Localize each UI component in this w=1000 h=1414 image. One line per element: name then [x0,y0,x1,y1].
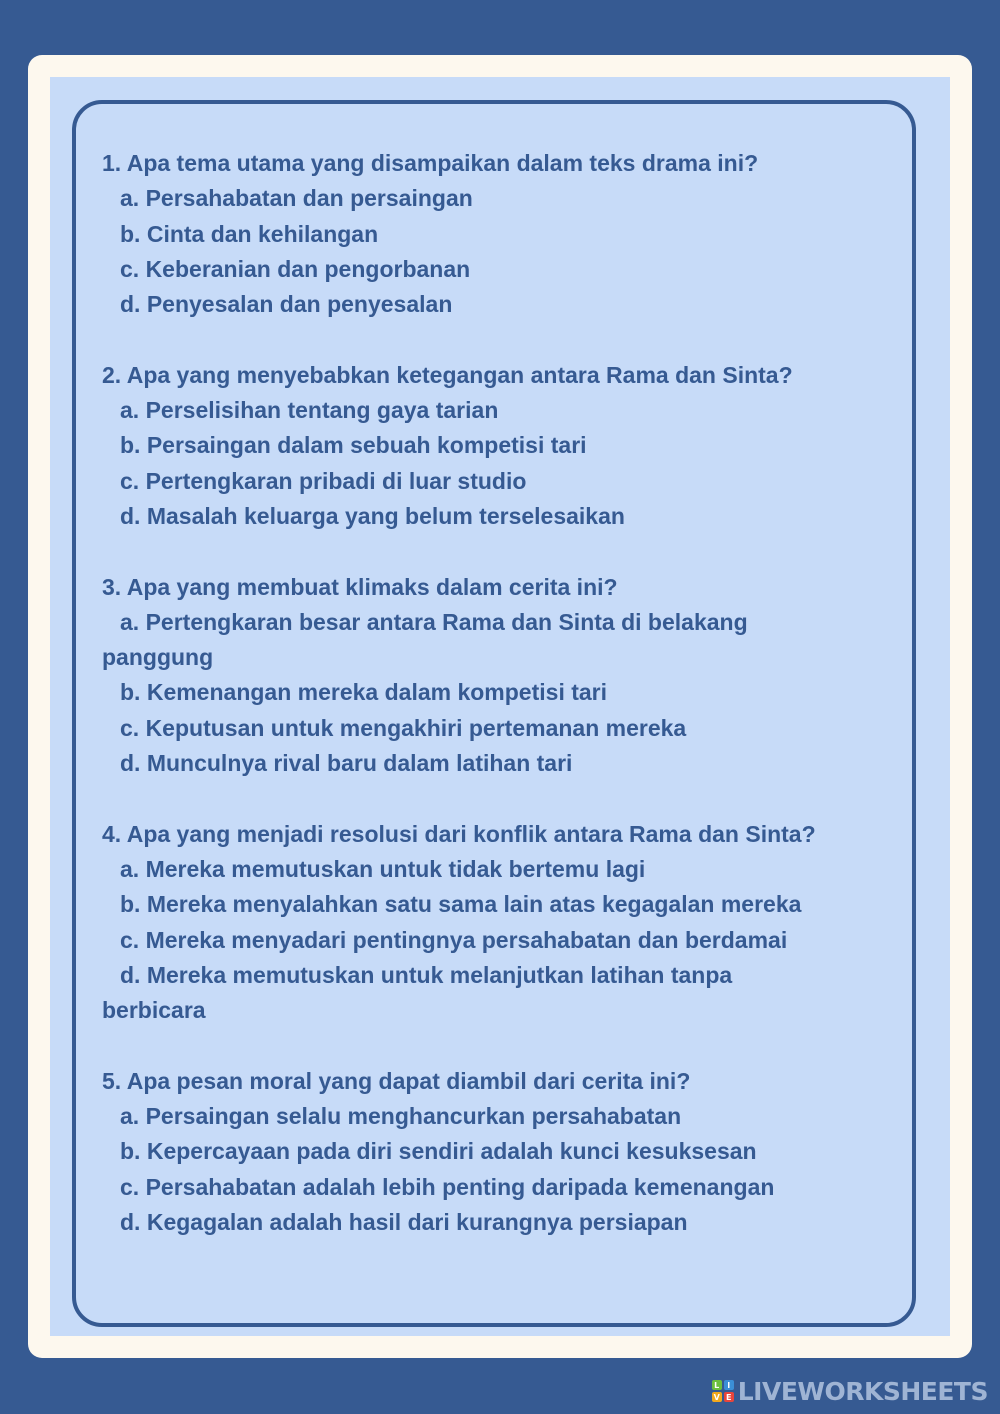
question-text: 5. Apa pesan moral yang dapat diambil dari cerita ini? [102,1067,691,1094]
question-box [72,100,916,1327]
option-text: b. Persaingan dalam sebuah kompetisi tari [120,432,587,459]
option-text: b. Cinta dan kehilangan [120,220,379,247]
watermark-text: LIVEWORKSHEETS [737,1376,988,1406]
option-text: a. Persahabatan dan persaingan [120,185,473,212]
option-text: panggung [102,644,214,671]
logo-letter: I [724,1380,734,1390]
question-5 [102,1064,902,1240]
answer-option [102,252,902,287]
option-text: d. Mereka memutuskan untuk melanjutkan latihan tanpa [120,961,733,988]
answer-option [102,393,902,428]
question-2 [102,358,902,534]
watermark [712,1378,988,1404]
question-text: 3. Apa yang membuat klimaks dalam cerita ini? [102,573,618,600]
answer-option [102,675,902,710]
answer-option [102,464,902,499]
answer-option [102,711,902,746]
option-text: d. Munculnya rival baru dalam latihan tari [120,750,573,777]
answer-option [102,428,902,463]
question-text: 1. Apa tema utama yang disampaikan dalam teks drama ini? [102,150,759,176]
answer-option [102,1099,902,1134]
logo-letter: E [724,1392,734,1402]
answer-option [102,1170,902,1205]
question-3 [102,570,902,782]
option-text: d. Kegagalan adalah hasil dari kurangnya persiapan [120,1208,688,1235]
option-text: b. Mereka menyalahkan satu sama lain atas kegagalan mereka [120,891,802,918]
answer-option-continuation [102,640,902,675]
answer-option [102,852,902,887]
option-text: c. Persahabatan adalah lebih penting daripada kemenangan [120,1173,775,1200]
option-text: b. Kemenangan mereka dalam kompetisi tari [120,679,608,706]
question-list [102,146,902,1276]
answer-option [102,887,902,922]
logo-letter: V [713,1392,720,1402]
answer-option [102,287,902,322]
option-text: c. Pertengkaran pribadi di luar studio [120,467,527,494]
option-text: d. Penyesalan dan penyesalan [120,291,453,318]
answer-option [102,923,902,958]
option-text: c. Keputusan untuk mengakhiri pertemanan mereka [120,714,687,741]
option-text: c. Mereka menyadari pentingnya persahabatan dan berdamai [120,926,788,953]
answer-option [102,181,902,216]
option-text: a. Pertengkaran besar antara Rama dan Sinta di belakang [120,608,748,635]
question-4 [102,817,902,1029]
option-text: a. Persaingan selalu menghancurkan persahabatan [120,1103,682,1130]
question-1 [102,146,902,322]
option-text: c. Keberanian dan pengorbanan [120,255,471,282]
page-frame [28,55,972,1358]
answer-option [102,1134,902,1169]
liveworksheets-logo-icon [712,1380,734,1402]
option-text: b. Kepercayaan pada diri sendiri adalah kunci kesuksesan [120,1138,757,1165]
question-text: 2. Apa yang menyebabkan ketegangan antara Rama dan Sinta? [102,361,793,388]
answer-option [102,958,902,993]
option-text: berbicara [102,997,206,1024]
answer-option [102,605,902,640]
answer-option-continuation [102,993,902,1028]
question-text: 4. Apa yang menjadi resolusi dari konflik antara Rama dan Sinta? [102,820,816,847]
option-text: a. Perselisihan tentang gaya tarian [120,397,499,424]
content-panel [50,77,950,1336]
answer-option [102,746,902,781]
option-text: d. Masalah keluarga yang belum terselesaikan [120,502,625,529]
answer-option [102,1205,902,1240]
answer-option [102,499,902,534]
answer-option [102,217,902,252]
option-text: a. Mereka memutuskan untuk tidak bertemu lagi [120,855,646,882]
logo-letter: L [712,1380,722,1390]
